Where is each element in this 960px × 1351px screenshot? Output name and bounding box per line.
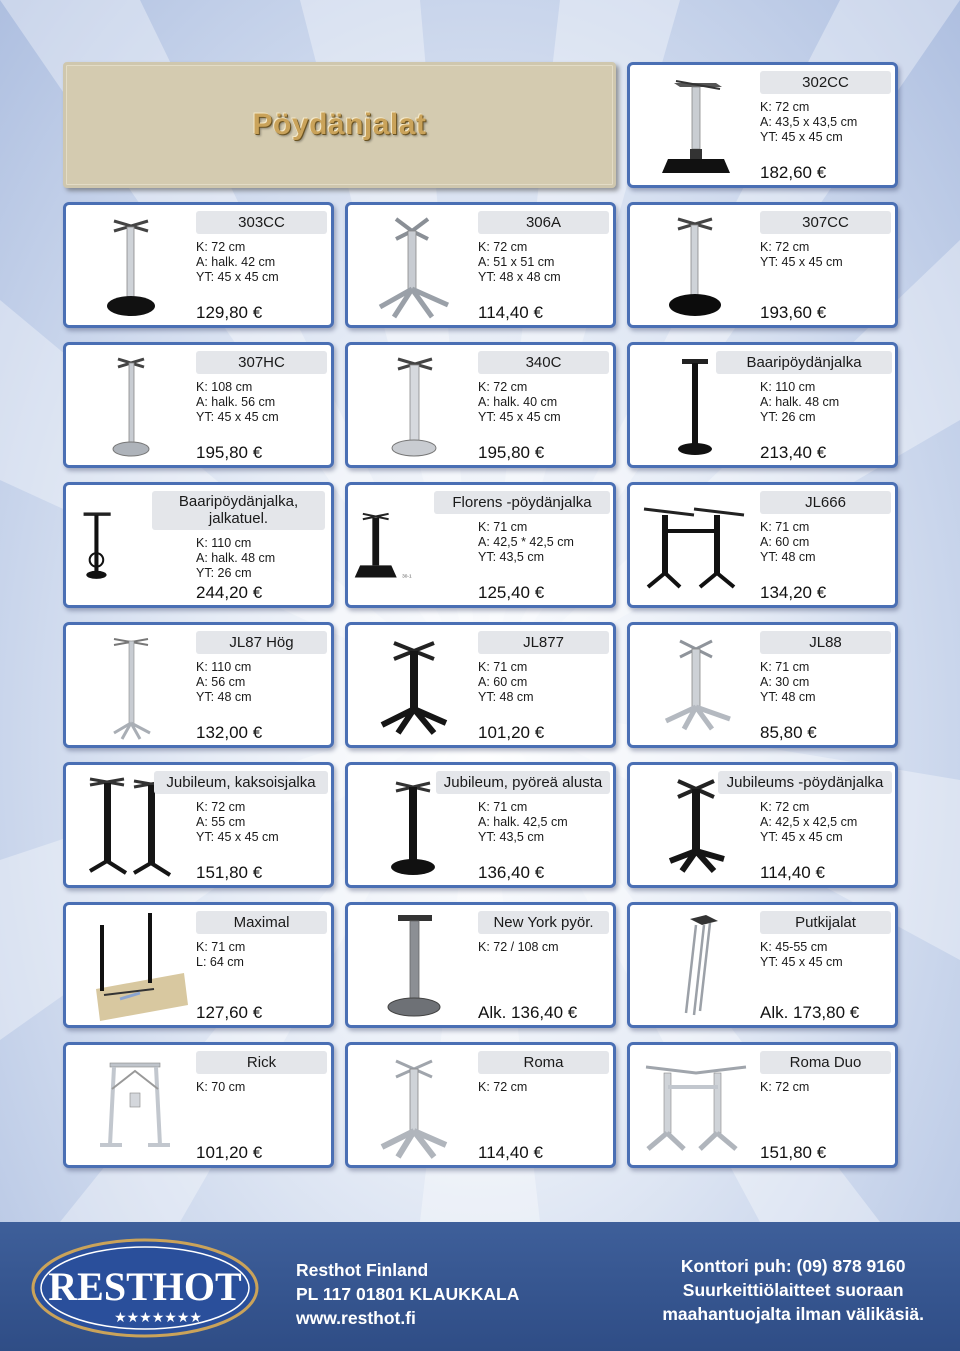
logo-stars: ★★★★★★★ bbox=[114, 1310, 202, 1326]
website-link[interactable]: www.resthot.fi bbox=[296, 1308, 416, 1328]
product-name: Maximal bbox=[196, 911, 327, 934]
product-card[interactable] bbox=[63, 202, 334, 328]
product-price: 151,80 € bbox=[760, 1143, 827, 1162]
product-specs: K: 72 cm A: halk. 42 cm YT: 45 x 45 cm bbox=[196, 240, 279, 284]
product-price: 85,80 € bbox=[760, 723, 817, 742]
product-name: Putkijalat bbox=[760, 911, 891, 934]
table-leg-image bbox=[70, 1049, 188, 1161]
table-leg-image bbox=[70, 349, 188, 461]
product-specs: K: 72 cm bbox=[760, 1080, 810, 1094]
product-card[interactable] bbox=[627, 482, 898, 608]
product-specs: K: 45-55 cm YT: 45 x 45 cm bbox=[760, 940, 843, 969]
product-price: 101,20 € bbox=[478, 723, 545, 742]
product-specs: K: 71 cm A: 60 cm YT: 48 cm bbox=[760, 520, 816, 564]
product-name: 307CC bbox=[760, 211, 891, 234]
product-specs: K: 72 cm A: 55 cm YT: 45 x 45 cm bbox=[196, 800, 279, 844]
product-price: 193,60 € bbox=[760, 303, 827, 322]
product-price: 213,40 € bbox=[760, 443, 827, 462]
product-card[interactable] bbox=[627, 342, 898, 468]
product-specs: K: 110 cm A: halk. 48 cm YT: 26 cm bbox=[760, 380, 840, 424]
product-card[interactable] bbox=[627, 1042, 898, 1168]
product-card[interactable] bbox=[345, 342, 616, 468]
product-name: JL666 bbox=[760, 491, 891, 514]
product-price: 182,60 € bbox=[760, 163, 827, 182]
product-price: Alk. 173,80 € bbox=[760, 1003, 860, 1022]
product-name: Florens -pöydänjalka bbox=[434, 491, 610, 514]
product-card[interactable] bbox=[63, 342, 334, 468]
product-price: 195,80 € bbox=[196, 443, 263, 462]
office-phone[interactable]: Konttori puh: (09) 878 9160 bbox=[680, 1256, 906, 1276]
product-card[interactable] bbox=[345, 902, 616, 1028]
product-price: 125,40 € bbox=[478, 583, 545, 602]
product-name: JL88 bbox=[760, 631, 891, 654]
table-leg-image bbox=[634, 489, 752, 601]
product-specs: K: 70 cm bbox=[196, 1080, 246, 1094]
product-specs: K: 71 cm A: 42,5 * 42,5 cm YT: 43,5 cm bbox=[478, 520, 574, 564]
table-leg-image bbox=[634, 209, 752, 321]
product-specs: K: 110 cm A: 56 cm YT: 48 cm bbox=[196, 660, 252, 704]
product-specs: K: 110 cm A: halk. 48 cm YT: 26 cm bbox=[196, 536, 276, 580]
product-price: 129,80 € bbox=[196, 303, 263, 322]
product-name: Baaripöydänjalka, jalkatuel. bbox=[152, 491, 325, 530]
table-leg-image bbox=[70, 909, 188, 1021]
logo-text: RESTHOT bbox=[48, 1264, 242, 1309]
footer bbox=[0, 1222, 960, 1351]
table-leg-image bbox=[634, 629, 752, 741]
product-card[interactable] bbox=[627, 202, 898, 328]
product-specs: K: 72 cm A: halk. 40 cm YT: 45 x 45 cm bbox=[478, 380, 561, 424]
company-name: Resthot Finland bbox=[296, 1260, 429, 1280]
table-leg-image bbox=[352, 1049, 470, 1161]
product-name: Jubileums -pöydänjalka bbox=[718, 771, 892, 794]
page-title-card bbox=[63, 62, 616, 188]
slogan-line-2: maahantuojalta ilman välikäsiä. bbox=[662, 1304, 924, 1324]
product-price: 101,20 € bbox=[196, 1143, 263, 1162]
product-name: Jubileum, pyöreä alusta bbox=[436, 771, 610, 794]
product-price: 114,40 € bbox=[478, 1143, 543, 1162]
product-specs: K: 72 cm YT: 45 x 45 cm bbox=[760, 240, 843, 269]
product-specs: K: 72 cm A: 43,5 x 43,5 cm YT: 45 x 45 cm bbox=[760, 100, 858, 144]
product-price: 132,00 € bbox=[196, 723, 263, 742]
product-price: 114,40 € bbox=[760, 863, 825, 882]
product-name: 302CC bbox=[760, 71, 891, 94]
table-leg-image bbox=[352, 909, 470, 1021]
product-card[interactable] bbox=[63, 762, 334, 888]
product-specs: K: 72 / 108 cm bbox=[478, 940, 559, 954]
product-name: Roma bbox=[478, 1051, 609, 1074]
product-card[interactable] bbox=[63, 482, 334, 608]
product-specs: K: 71 cm A: 30 cm YT: 48 cm bbox=[760, 660, 816, 704]
page-title: Pöydänjalat bbox=[252, 108, 427, 141]
product-card[interactable] bbox=[627, 62, 898, 188]
product-specs: K: 72 cm A: 51 x 51 cm YT: 48 x 48 cm bbox=[478, 240, 561, 284]
product-price: 195,80 € bbox=[478, 443, 545, 462]
product-specs: K: 71 cm A: halk. 42,5 cm YT: 43,5 cm bbox=[478, 800, 568, 844]
product-card[interactable] bbox=[63, 622, 334, 748]
product-specs: K: 72 cm A: 42,5 x 42,5 cm YT: 45 x 45 cm bbox=[760, 800, 858, 844]
product-price: Alk. 136,40 € bbox=[478, 1003, 578, 1022]
product-card[interactable] bbox=[627, 622, 898, 748]
product-card[interactable] bbox=[63, 1042, 334, 1168]
product-specs: K: 71 cm A: 60 cm YT: 48 cm bbox=[478, 660, 534, 704]
product-name: 306A bbox=[478, 211, 609, 234]
product-name: JL877 bbox=[478, 631, 609, 654]
table-leg-image bbox=[70, 489, 150, 601]
product-name: New York pyör. bbox=[478, 911, 609, 934]
product-card[interactable] bbox=[627, 762, 898, 888]
image-label: 30-1 bbox=[402, 574, 412, 580]
footer-contact bbox=[662, 1254, 924, 1326]
product-price: 151,80 € bbox=[196, 863, 263, 882]
product-name: 307HC bbox=[196, 351, 327, 374]
product-name: 340C bbox=[478, 351, 609, 374]
product-specs: K: 72 cm bbox=[478, 1080, 528, 1094]
table-leg-image bbox=[634, 909, 752, 1021]
footer-address bbox=[296, 1258, 519, 1330]
table-leg-image bbox=[70, 209, 188, 321]
product-name: 303CC bbox=[196, 211, 327, 234]
product-card[interactable] bbox=[345, 762, 616, 888]
product-card[interactable] bbox=[63, 902, 334, 1028]
product-specs: K: 71 cm L: 64 cm bbox=[196, 940, 246, 969]
product-price: 127,60 € bbox=[196, 1003, 263, 1022]
product-card[interactable] bbox=[345, 622, 616, 748]
product-name: Baaripöydänjalka bbox=[716, 351, 892, 374]
product-card[interactable] bbox=[345, 1042, 616, 1168]
product-name: JL87 Hög bbox=[196, 631, 327, 654]
product-card[interactable] bbox=[345, 482, 616, 608]
postal-address: PL 117 01801 KLAUKKALA bbox=[296, 1284, 520, 1304]
resthot-logo[interactable] bbox=[30, 1236, 260, 1340]
product-card[interactable] bbox=[627, 902, 898, 1028]
product-price: 244,20 € bbox=[196, 583, 263, 602]
product-price: 134,20 € bbox=[760, 583, 827, 602]
table-leg-image bbox=[352, 349, 470, 461]
product-name: Rick bbox=[196, 1051, 327, 1074]
table-leg-image bbox=[634, 1049, 752, 1161]
product-price: 136,40 € bbox=[478, 863, 545, 882]
table-leg-image bbox=[634, 69, 752, 181]
product-name: Jubileum, kaksoisjalka bbox=[154, 771, 328, 794]
table-leg-image bbox=[352, 629, 470, 741]
table-leg-image bbox=[352, 489, 432, 601]
product-specs: K: 108 cm A: halk. 56 cm YT: 45 x 45 cm bbox=[196, 380, 279, 424]
table-leg-image bbox=[352, 209, 470, 321]
product-name: Roma Duo bbox=[760, 1051, 891, 1074]
product-price: 114,40 € bbox=[478, 303, 543, 322]
slogan-line-1: Suurkeittiölaitteet suoraan bbox=[682, 1280, 904, 1300]
product-card[interactable] bbox=[345, 202, 616, 328]
table-leg-image bbox=[70, 629, 188, 741]
